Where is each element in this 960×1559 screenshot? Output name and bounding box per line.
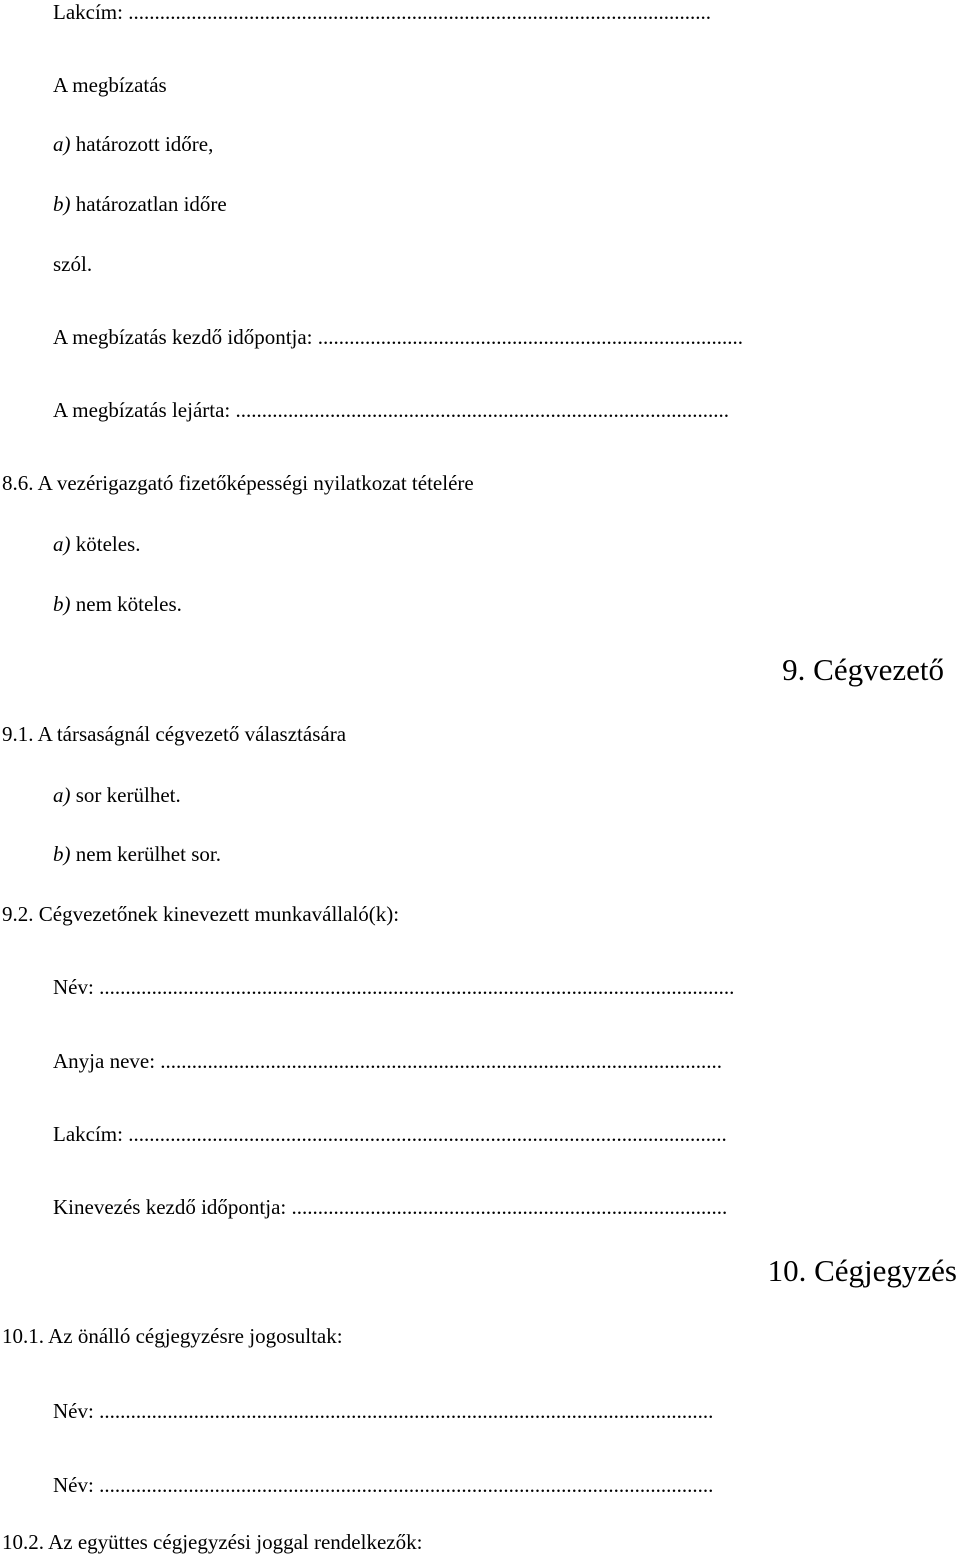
appointment-start-line: Kinevezés kezdő időpontja: ................................................................................... bbox=[53, 1195, 728, 1219]
mandate-end-line: A megbízatás lejárta: .............................................................................................. bbox=[53, 398, 730, 422]
option-may-not-happen bbox=[53, 844, 221, 865]
mandate-start-line: A megbízatás kezdő időpontja: ................................................................................. bbox=[53, 325, 744, 349]
option-text: határozatlan időre bbox=[70, 192, 227, 216]
section-9-heading: 9. Cégvezető bbox=[782, 652, 944, 687]
section-10-1-title: 10.1. Az önálló cégjegyzésre jogosultak: bbox=[2, 1324, 343, 1348]
option-obliged bbox=[53, 534, 140, 555]
mandate-heading: A megbízatás bbox=[53, 73, 167, 97]
section-10-2-title: 10.2. Az együttes cégjegyzési joggal rendelkezők: bbox=[2, 1530, 423, 1554]
section-9-1-title: 9.1. A társaságnál cégvezető választására bbox=[2, 722, 347, 746]
option-text: sor kerülhet. bbox=[70, 783, 181, 807]
option-marker-b: b) bbox=[53, 842, 71, 866]
option-marker-a: a) bbox=[53, 532, 71, 556]
option-marker-b: b) bbox=[53, 192, 71, 216]
name-line: Név: ..................................................................................................................... bbox=[53, 1399, 714, 1423]
section-9-2-title: 9.2. Cégvezetőnek kinevezett munkavállaló(k): bbox=[2, 902, 400, 926]
option-may-happen bbox=[53, 785, 181, 806]
option-text: nem köteles. bbox=[70, 592, 182, 616]
option-marker-a: a) bbox=[53, 783, 71, 807]
option-marker-b: b) bbox=[53, 592, 71, 616]
section-10-heading: 10. Cégjegyzés bbox=[767, 1253, 957, 1288]
option-not-obliged bbox=[53, 594, 182, 615]
option-fixed-term bbox=[53, 134, 213, 155]
option-text: nem kerülhet sor. bbox=[70, 842, 221, 866]
option-indefinite-term bbox=[53, 194, 227, 215]
option-marker-a: a) bbox=[53, 132, 71, 156]
mother-name-line: Anyja neve: ........................................................................................................... bbox=[53, 1049, 723, 1073]
option-text: határozott időre, bbox=[70, 132, 214, 156]
address-line: Lakcím: ............................................................................................................... bbox=[53, 0, 711, 24]
name-line: Név: ..................................................................................................................... bbox=[53, 1473, 714, 1497]
address-line: Lakcím: .................................................................................................................. bbox=[53, 1122, 727, 1146]
mandate-closing: szól. bbox=[53, 252, 93, 276]
option-text: köteles. bbox=[70, 532, 141, 556]
section-8-6-title: 8.6. A vezérigazgató fizetőképességi nyilatkozat tételére bbox=[2, 471, 474, 495]
name-line: Név: ......................................................................................................................... bbox=[53, 975, 735, 999]
